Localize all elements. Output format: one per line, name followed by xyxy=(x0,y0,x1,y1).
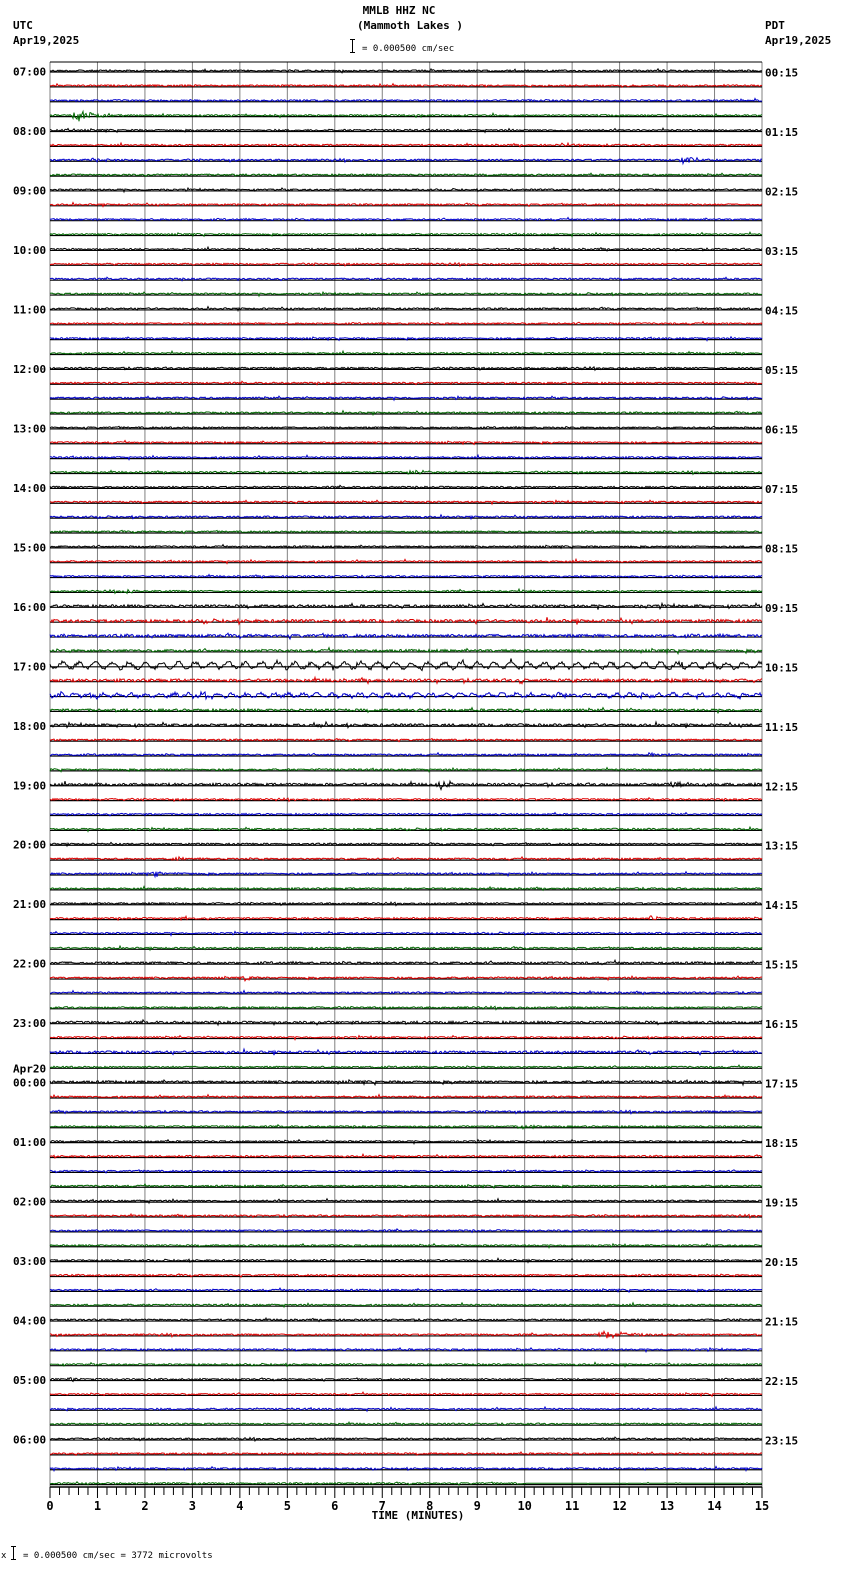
pdt-hour-label: 17:15 xyxy=(765,1077,799,1091)
x-tick-label: 0 xyxy=(46,1499,54,1513)
utc-hour-label: 07:00 xyxy=(13,65,47,79)
utc-hour-label: 03:00 xyxy=(13,1255,47,1269)
x-tick-label: 8 xyxy=(426,1499,434,1513)
pdt-hour-label: 19:15 xyxy=(765,1196,799,1210)
x-tick-label: 6 xyxy=(331,1499,339,1513)
utc-hour-label: 13:00 xyxy=(13,422,47,436)
x-tick-label: 10 xyxy=(517,1499,532,1513)
pdt-hour-label: 20:15 xyxy=(765,1256,799,1270)
seismic-trace xyxy=(50,708,762,714)
seismic-trace xyxy=(50,872,762,877)
utc-hour-label: 02:00 xyxy=(13,1195,47,1209)
pdt-hour-label: 18:15 xyxy=(765,1137,799,1151)
pdt-hour-label: 01:15 xyxy=(765,125,799,139)
pdt-hour-label: 08:15 xyxy=(765,542,799,556)
pdt-hour-label: 13:15 xyxy=(765,839,799,853)
seismic-trace xyxy=(50,485,762,488)
seismic-trace xyxy=(50,158,762,164)
x-tick-label: 9 xyxy=(473,1499,481,1513)
pdt-hour-label: 03:15 xyxy=(765,244,799,258)
seismic-trace xyxy=(50,692,762,699)
utc-hour-label: 16:00 xyxy=(13,600,47,614)
x-tick-label: 12 xyxy=(612,1499,627,1513)
right-date: Apr19,2025 xyxy=(765,34,832,47)
pdt-hour-label: 12:15 xyxy=(765,780,799,794)
utc-hour-label: 23:00 xyxy=(13,1017,47,1031)
utc-hour-label: 19:00 xyxy=(13,779,47,793)
pdt-hour-label: 04:15 xyxy=(765,304,799,318)
utc-hour-label: 21:00 xyxy=(13,898,47,912)
station-location: (Mammoth Lakes ) xyxy=(357,19,463,32)
x-tick-label: 2 xyxy=(141,1499,149,1513)
utc-hour-label: 06:00 xyxy=(13,1433,47,1447)
x-tick-label: 3 xyxy=(188,1499,197,1513)
seismic-trace xyxy=(50,648,762,654)
seismic-trace xyxy=(50,976,762,981)
pdt-hour-label: 23:15 xyxy=(765,1434,799,1448)
footer-marker: x xyxy=(1,1551,7,1561)
utc-hour-label: 09:00 xyxy=(13,184,47,198)
x-tick-label: 13 xyxy=(659,1499,675,1513)
footer-scale-bar-icon xyxy=(13,1546,19,1560)
x-tick-label: 15 xyxy=(754,1499,770,1513)
x-axis-title: TIME (MINUTES) xyxy=(371,1509,465,1522)
pdt-hour-label: 21:15 xyxy=(765,1315,799,1329)
x-tick-label: 4 xyxy=(236,1499,244,1513)
utc-hour-label: 20:00 xyxy=(13,838,47,852)
utc-hour-label: 04:00 xyxy=(13,1314,47,1328)
x-tick-label: 11 xyxy=(564,1499,580,1513)
pdt-hour-label: 11:15 xyxy=(765,720,799,734)
seismic-trace xyxy=(50,1331,762,1338)
pdt-hour-label: 16:15 xyxy=(765,1018,799,1032)
pdt-hour-label: 14:15 xyxy=(765,899,799,913)
utc-date-label: Apr20 xyxy=(13,1062,47,1076)
seismic-trace xyxy=(50,1049,762,1055)
utc-hour-label: 17:00 xyxy=(13,660,47,674)
utc-hour-label: 14:00 xyxy=(13,481,47,495)
x-tick-label: 1 xyxy=(93,1499,102,1513)
left-date: Apr19,2025 xyxy=(13,34,80,47)
utc-hour-label: 18:00 xyxy=(13,719,47,733)
x-tick-label: 7 xyxy=(378,1499,386,1513)
footer-scale-note: = 0.000500 cm/sec = 3772 microvolts xyxy=(23,1551,213,1561)
seismic-trace xyxy=(50,677,762,683)
utc-hour-label: 12:00 xyxy=(13,362,47,376)
utc-hour-label: 10:00 xyxy=(13,243,47,257)
x-tick-label: 14 xyxy=(707,1499,722,1513)
seismic-trace xyxy=(50,1080,762,1085)
seismic-trace xyxy=(50,722,762,728)
pdt-hour-label: 10:15 xyxy=(765,661,799,675)
pdt-hour-label: 00:15 xyxy=(765,66,799,80)
seismic-trace xyxy=(50,633,762,639)
seismic-trace xyxy=(50,659,762,671)
utc-hour-label: 00:00 xyxy=(13,1076,47,1090)
utc-hour-label: 05:00 xyxy=(13,1374,47,1388)
utc-hour-label: 15:00 xyxy=(13,541,47,555)
pdt-hour-label: 06:15 xyxy=(765,423,799,437)
pdt-hour-label: 15:15 xyxy=(765,958,799,972)
utc-hour-label: 11:00 xyxy=(13,303,47,317)
pdt-hour-label: 02:15 xyxy=(765,185,799,199)
pdt-hour-label: 22:15 xyxy=(765,1375,799,1389)
seismic-trace xyxy=(50,603,762,609)
pdt-hour-label: 07:15 xyxy=(765,482,799,496)
station-title: MMLB HHZ NC xyxy=(362,4,436,17)
left-timezone: UTC xyxy=(13,19,33,32)
scale-label: = 0.000500 cm/sec xyxy=(362,44,455,54)
pdt-hour-label: 05:15 xyxy=(765,363,799,377)
utc-hour-label: 08:00 xyxy=(13,124,47,138)
right-timezone: PDT xyxy=(765,19,785,32)
pdt-hour-label: 09:15 xyxy=(765,601,799,615)
seismic-trace xyxy=(50,617,762,624)
x-tick-label: 5 xyxy=(283,1499,291,1513)
utc-hour-label: 22:00 xyxy=(13,957,47,971)
utc-hour-label: 01:00 xyxy=(13,1136,47,1150)
